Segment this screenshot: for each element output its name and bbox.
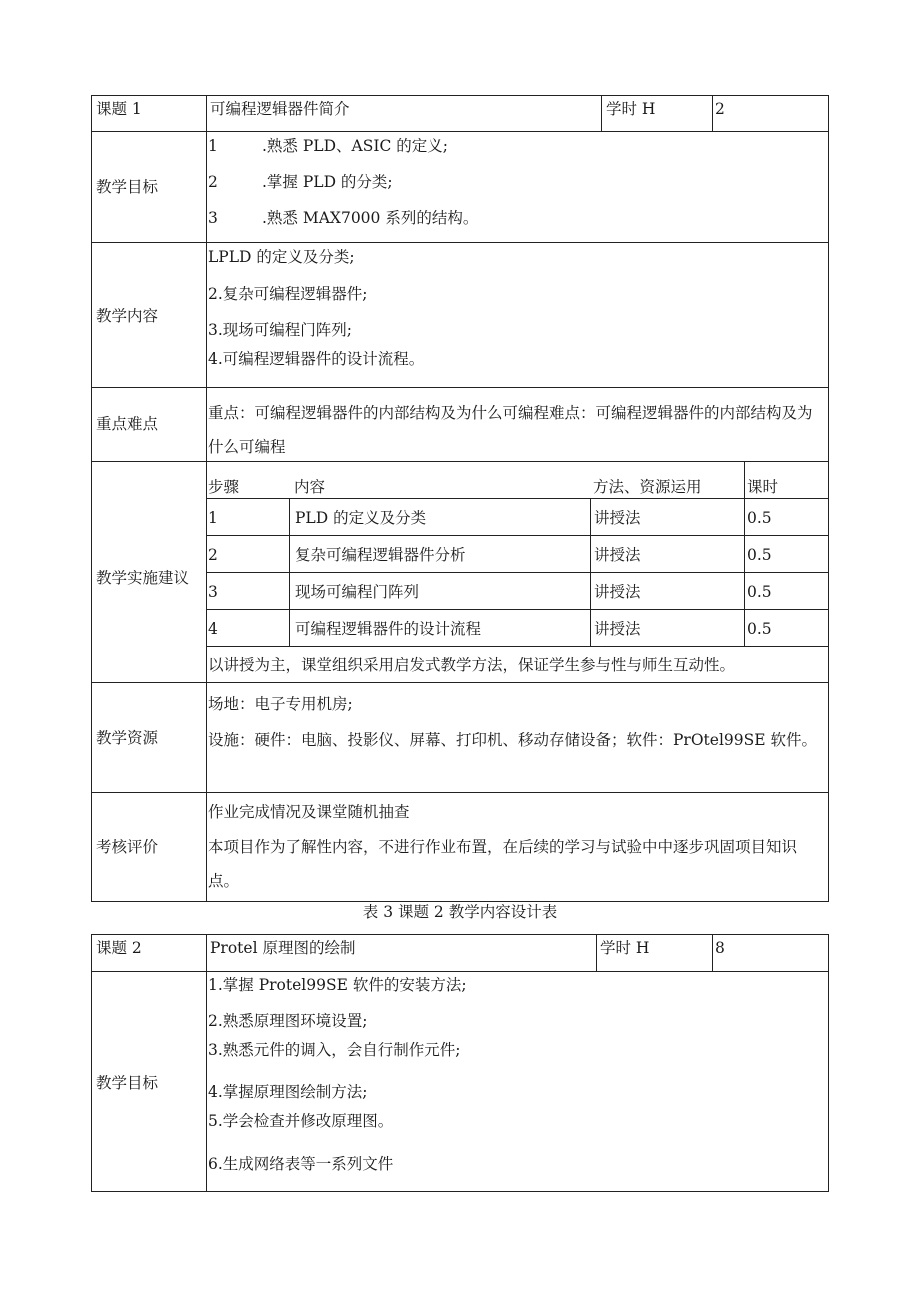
table-row: PLD 的定义及分类	[295, 509, 427, 527]
t1-hours-value: 2	[715, 100, 725, 118]
t1-steps-header-method: 方法、资源运用	[593, 478, 702, 496]
t2-objective-item: 6.生成网络表等一系列文件	[208, 1155, 394, 1173]
t1-objective-text: .掌握 PLD 的分类;	[262, 173, 393, 191]
table-row: 讲授法	[594, 509, 641, 527]
t1-topic-title: 可编程逻辑器件简介	[210, 100, 350, 118]
t2-objective-item: 2.熟悉原理图环境设置;	[208, 1012, 368, 1030]
t1-row-line	[91, 792, 829, 793]
t1-resources-label: 教学资源	[96, 729, 159, 747]
t1-objective-text: .熟悉 MAX7000 系列的结构。	[262, 209, 479, 227]
table-row: 讲授法	[594, 620, 641, 638]
t1-topic-label: 课题 1	[96, 100, 142, 118]
t1-assessment-label: 考核评价	[96, 838, 159, 856]
t2-hours-value: 8	[715, 939, 725, 957]
t2-objectives-label: 教学目标	[96, 1074, 159, 1092]
t1-row-line	[91, 387, 829, 388]
table-row: 现场可编程门阵列	[295, 583, 420, 601]
t1-row-line	[91, 682, 829, 683]
t1-col-line	[712, 95, 713, 131]
table-row: 0.5	[747, 546, 772, 564]
t2-hours-label: 学时 H	[600, 939, 650, 957]
table-row: 4	[208, 620, 218, 638]
t1-content-item: 2.复杂可编程逻辑器件;	[208, 285, 368, 303]
t1-content-label: 教学内容	[96, 307, 159, 325]
table-caption: 表 3 课题 2 教学内容设计表	[362, 903, 558, 921]
t1-steps-line	[206, 646, 829, 647]
table-row: 0.5	[747, 620, 772, 638]
t1-row-line	[91, 242, 829, 243]
t1-objective-num: 3	[208, 209, 218, 227]
t2-topic-title: Protel 原理图的绘制	[210, 939, 356, 957]
t1-steps-line	[206, 609, 829, 610]
t1-col-line	[601, 95, 602, 131]
t1-resources-line: 设施：硬件：电脑、投影仪、屏幕、打印机、移动存储设备；软件：PrOtel99SE 软件。	[208, 731, 817, 749]
t1-objective-num: 1	[208, 137, 218, 155]
table-row: 1	[208, 509, 218, 527]
t2-col-line	[712, 934, 713, 971]
t2-objective-item: 1.掌握 Protel99SE 软件的安装方法;	[208, 976, 467, 994]
t1-steps-line	[206, 535, 829, 536]
t2-row-line	[91, 971, 829, 972]
table-row: 2	[208, 546, 218, 564]
t2-objective-item: 5.学会检查并修改原理图。	[208, 1112, 394, 1130]
t1-steps-col	[744, 461, 745, 646]
t1-content-item: LPLD 的定义及分类;	[208, 248, 355, 266]
t2-col-line	[596, 934, 597, 971]
t1-assessment-line: 本项目作为了解性内容，不进行作业布置，在后续的学习与试验中中逐步巩固项目知识点。	[208, 838, 798, 890]
t2-col-line	[206, 934, 207, 1192]
t1-objective-text: .熟悉 PLD、ASIC 的定义;	[262, 137, 448, 155]
t1-key-label: 重点难点	[96, 415, 159, 433]
table-row: 0.5	[747, 509, 772, 527]
t2-objective-item: 4.掌握原理图绘制方法;	[208, 1083, 368, 1101]
t1-steps-col	[590, 498, 591, 646]
t1-impl-label: 教学实施建议	[96, 569, 190, 587]
table-2	[91, 934, 829, 1192]
t1-assessment-line: 作业完成情况及课堂随机抽查	[208, 803, 410, 821]
t1-content-item: 4.可编程逻辑器件的设计流程。	[208, 350, 425, 368]
t1-resources-line: 场地：电子专用机房;	[208, 695, 353, 713]
table-row: 讲授法	[594, 583, 641, 601]
t1-steps-header-content: 内容	[294, 478, 326, 496]
t1-steps-header-hours: 课时	[747, 478, 779, 496]
t1-key-text: 重点：可编程逻辑器件的内部结构及为什么可编程难点：可编程逻辑器件的内部结构及为什么可编程	[208, 404, 813, 456]
table-row: 0.5	[747, 583, 772, 601]
table-row: 复杂可编程逻辑器件分析	[295, 546, 466, 564]
t1-steps-line	[206, 498, 829, 499]
t2-topic-label: 课题 2	[96, 939, 142, 957]
table-row: 可编程逻辑器件的设计流程	[295, 620, 482, 638]
t1-hours-label: 学时 H	[606, 100, 656, 118]
t1-steps-header-step: 步骤	[208, 478, 240, 496]
t2-objective-item: 3.熟悉元件的调入，会自行制作元件;	[208, 1041, 461, 1059]
t1-content-item: 3.现场可编程门阵列;	[208, 321, 353, 339]
t1-objectives-label: 教学目标	[96, 178, 159, 196]
table-row: 讲授法	[594, 546, 641, 564]
table-row: 3	[208, 583, 218, 601]
t1-steps-col	[289, 498, 290, 646]
t1-objective-num: 2	[208, 173, 218, 191]
t1-steps-line	[206, 572, 829, 573]
t1-row-line	[91, 131, 829, 132]
t1-impl-note: 以讲授为主，课堂组织采用启发式教学方法，保证学生参与性与师生互动性。	[208, 656, 736, 674]
